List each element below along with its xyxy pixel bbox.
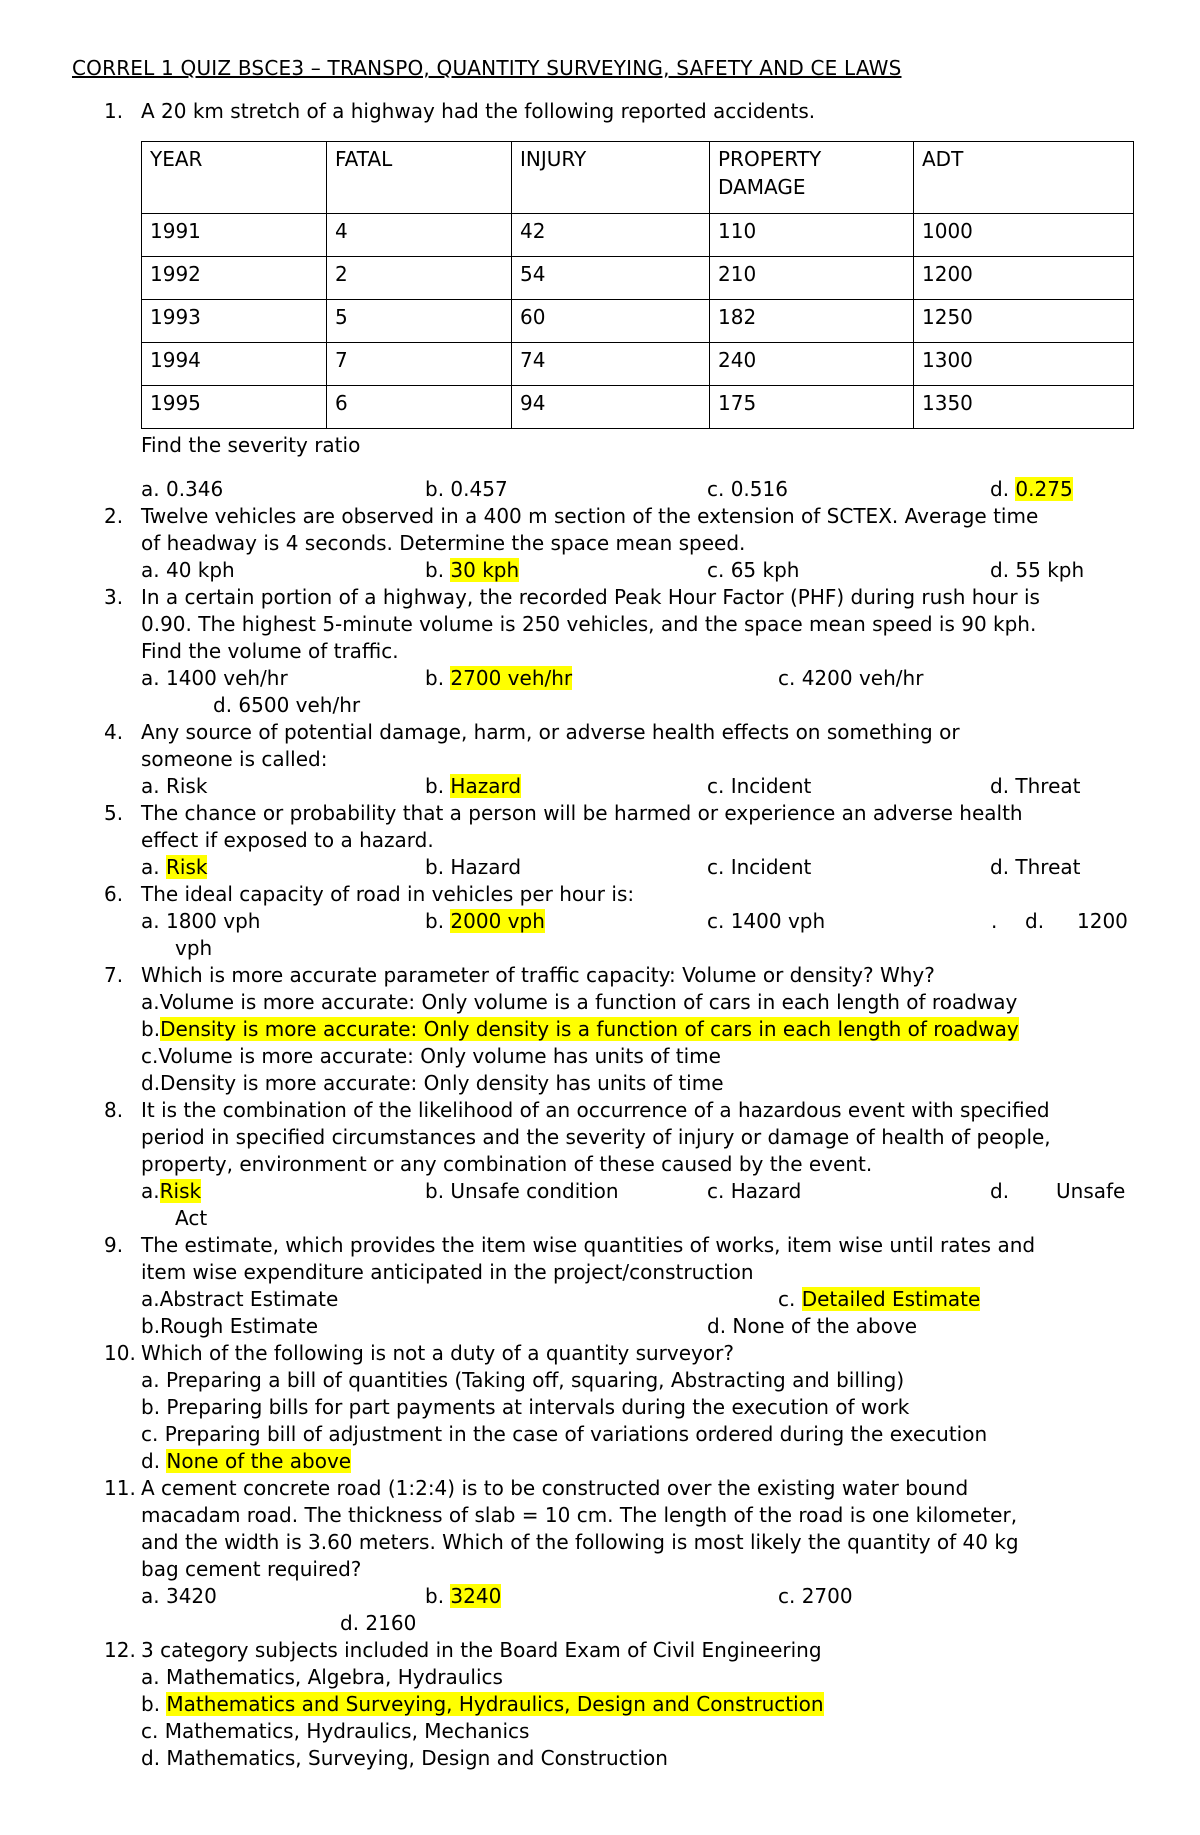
q9-option-a: a.Abstract Estimate: [141, 1287, 339, 1311]
q8-option-a: a.Risk: [141, 1179, 202, 1203]
table-cell: 1250: [914, 300, 1134, 343]
question-8-line: property, environment or any combination of these caused by the event.: [141, 1152, 873, 1176]
q4-answer-highlight: Hazard: [450, 774, 522, 798]
table-cell: 182: [710, 300, 914, 343]
q10-option-a: a. Preparing a bill of quantities (Taking off, squaring, Abstracting and billing): [141, 1368, 905, 1392]
question-11-number: 11.: [104, 1476, 136, 1500]
table-cell: 1994: [142, 343, 327, 386]
question-8-number: 8.: [104, 1098, 124, 1122]
table-cell: 1991: [142, 214, 327, 257]
q1-option-c: c. 0.516: [707, 477, 788, 501]
q3-option-a: a. 1400 veh/hr: [141, 666, 288, 690]
question-7-line: Which is more accurate parameter of traffic capacity: Volume or density? Why?: [141, 963, 935, 987]
q4-option-d: d. Threat: [990, 774, 1081, 798]
q3-answer-highlight: 2700 veh/hr: [450, 666, 573, 690]
question-4-line: Any source of potential damage, harm, or adverse health effects on something or: [141, 720, 960, 744]
q12-option-c: c. Mathematics, Hydraulics, Mechanics: [141, 1719, 530, 1743]
question-11-line: and the width is 3.60 meters. Which of the following is most likely the quantity of 40 kg: [141, 1530, 1019, 1554]
question-3-line: In a certain portion of a highway, the recorded Peak Hour Factor (PHF) during rush hour is: [141, 585, 1040, 609]
question-6-number: 6.: [104, 882, 124, 906]
q1-option-a: a. 0.346: [141, 477, 224, 501]
q10-option-b: b. Preparing bills for part payments at intervals during the execution of work: [141, 1395, 910, 1419]
q4-option-a: a. Risk: [141, 774, 208, 798]
q11-option-a: a. 3420: [141, 1584, 217, 1608]
question-11-line: bag cement required?: [141, 1557, 362, 1581]
question-12-line: 3 category subjects included in the Board Exam of Civil Engineering: [141, 1638, 822, 1662]
question-3-line: Find the volume of traffic.: [141, 639, 399, 663]
question-8-line: It is the combination of the likelihood of an occurrence of a hazardous event with specified: [141, 1098, 1050, 1122]
q4-option-c: c. Incident: [707, 774, 812, 798]
q9-answer-highlight: Detailed Estimate: [801, 1287, 981, 1311]
table-row: [142, 214, 1134, 257]
q6-option-b: b. 2000 vph: [425, 909, 545, 933]
table-row: [142, 386, 1134, 429]
q8-option-d-value: Unsafe: [1056, 1179, 1126, 1203]
q1-option-d: d. 0.275: [990, 477, 1073, 501]
question-9-line: The estimate, which provides the item wise quantities of works, item wise until rates and: [141, 1233, 1036, 1257]
question-6-line: The ideal capacity of road in vehicles per hour is:: [141, 882, 635, 906]
table-header-fatal: FATAL: [327, 142, 512, 214]
q11-option-d: d. 2160: [340, 1611, 417, 1635]
q11-option-b: b. 3240: [425, 1584, 502, 1608]
q9-option-d: d. None of the above: [707, 1314, 918, 1338]
q8-answer-highlight: Risk: [159, 1179, 202, 1203]
question-1-prompt: Find the severity ratio: [141, 433, 361, 457]
question-9-line: item wise expenditure anticipated in the project/construction: [141, 1260, 754, 1284]
q6-option-d-dot: .: [991, 909, 998, 933]
q5-option-a: a. Risk: [141, 855, 208, 879]
q10-option-c: c. Preparing bill of adjustment in the case of variations ordered during the execution: [141, 1422, 988, 1446]
table-cell: 1000: [914, 214, 1134, 257]
table-cell: 54: [512, 257, 710, 300]
q3-option-b: b. 2700 veh/hr: [425, 666, 573, 690]
question-4-line: someone is called:: [141, 747, 328, 771]
question-4-number: 4.: [104, 720, 124, 744]
document-title: CORREL 1 QUIZ BSCE3 – TRANSPO, QUANTITY SURVEYING, SAFETY AND CE LAWS: [72, 56, 902, 80]
q7-option-d: d.Density is more accurate: Only density has units of time: [141, 1071, 724, 1095]
q8-option-d-label: d.: [990, 1179, 1010, 1203]
q2-option-b: b. 30 kph: [425, 558, 520, 582]
question-12-number: 12.: [104, 1638, 136, 1662]
q8-option-c: c. Hazard: [707, 1179, 802, 1203]
q9-option-b: b.Rough Estimate: [141, 1314, 319, 1338]
table-header-property-damage: PROPERTY DAMAGE: [710, 142, 914, 214]
question-2-line: of headway is 4 seconds. Determine the space mean speed.: [141, 531, 746, 555]
question-5-number: 5.: [104, 801, 124, 825]
table-cell: 5: [327, 300, 512, 343]
q5-option-b: b. Hazard: [425, 855, 522, 879]
question-5-line: The chance or probability that a person will be harmed or experience an adverse health: [141, 801, 1023, 825]
q7-option-b: b.Density is more accurate: Only density is a function of cars in each length of roadway: [141, 1017, 1019, 1041]
q4-option-b: b. Hazard: [425, 774, 522, 798]
question-2-number: 2.: [104, 504, 124, 528]
q7-answer-highlight: Density is more accurate: Only density is a function of cars in each length of roadway: [160, 1017, 1019, 1041]
q3-option-d: d. 6500 veh/hr: [213, 693, 361, 717]
q2-option-c: c. 65 kph: [707, 558, 800, 582]
question-11-line: A cement concrete road (1:2:4) is to be constructed over the existing water bound: [141, 1476, 969, 1500]
q12-option-d: d. Mathematics, Surveying, Design and Construction: [141, 1746, 668, 1770]
table-cell: 1993: [142, 300, 327, 343]
q5-answer-highlight: Risk: [165, 855, 208, 879]
table-cell: 175: [710, 386, 914, 429]
q7-option-c: c.Volume is more accurate: Only volume has units of time: [141, 1044, 721, 1068]
table-row: [142, 257, 1134, 300]
q8-option-b: b. Unsafe condition: [425, 1179, 619, 1203]
question-9-number: 9.: [104, 1233, 124, 1257]
question-5-line: effect if exposed to a hazard.: [141, 828, 434, 852]
q2-option-d: d. 55 kph: [990, 558, 1085, 582]
question-2-line: Twelve vehicles are observed in a 400 m section of the extension of SCTEX. Average time: [141, 504, 1039, 528]
q10-option-d: d. None of the above: [141, 1449, 352, 1473]
table-header-row: [142, 142, 1134, 214]
table-cell: 1350: [914, 386, 1134, 429]
q2-option-a: a. 40 kph: [141, 558, 235, 582]
table-row: [142, 343, 1134, 386]
table-cell: 7: [327, 343, 512, 386]
table-cell: 1200: [914, 257, 1134, 300]
q12-option-a: a. Mathematics, Algebra, Hydraulics: [141, 1665, 503, 1689]
table-cell: 4: [327, 214, 512, 257]
q10-answer-highlight: None of the above: [166, 1449, 352, 1473]
q1-answer-highlight: 0.275: [1015, 477, 1073, 501]
q12-answer-highlight: Mathematics and Surveying, Hydraulics, Design and Construction: [166, 1692, 824, 1716]
q6-option-c: c. 1400 vph: [707, 909, 826, 933]
question-1-number: 1.: [104, 99, 124, 123]
question-3-number: 3.: [104, 585, 124, 609]
table-cell: 110: [710, 214, 914, 257]
question-1-text: A 20 km stretch of a highway had the following reported accidents.: [141, 99, 816, 123]
q6-option-d-value: 1200: [1077, 909, 1128, 933]
q7-option-a: a.Volume is more accurate: Only volume is a function of cars in each length of roadway: [141, 990, 1018, 1014]
table-cell: 210: [710, 257, 914, 300]
q5-option-c: c. Incident: [707, 855, 812, 879]
table-cell: 1300: [914, 343, 1134, 386]
q6-option-a: a. 1800 vph: [141, 909, 261, 933]
table-cell: 1992: [142, 257, 327, 300]
table-cell: 2: [327, 257, 512, 300]
table-header-adt: ADT: [914, 142, 1134, 214]
question-10-line: Which of the following is not a duty of a quantity surveyor?: [141, 1341, 734, 1365]
q5-option-d: d. Threat: [990, 855, 1081, 879]
question-11-line: macadam road. The thickness of slab = 10 cm. The length of the road is one kilometer,: [141, 1503, 1018, 1527]
q2-answer-highlight: 30 kph: [450, 558, 520, 582]
q8-option-d-continued: Act: [175, 1206, 208, 1230]
question-10-number: 10.: [104, 1341, 136, 1365]
table-cell: 1995: [142, 386, 327, 429]
table-cell: 94: [512, 386, 710, 429]
table-cell: 42: [512, 214, 710, 257]
table-cell: 6: [327, 386, 512, 429]
question-7-number: 7.: [104, 963, 124, 987]
q6-option-d-continued: vph: [175, 936, 213, 960]
q6-answer-highlight: 2000 vph: [450, 909, 545, 933]
q9-option-c: c. Detailed Estimate: [778, 1287, 981, 1311]
table-row: [142, 300, 1134, 343]
q1-option-b: b. 0.457: [425, 477, 508, 501]
accidents-table: [141, 141, 1134, 429]
q11-option-c: c. 2700: [778, 1584, 853, 1608]
table-cell: 240: [710, 343, 914, 386]
table-header-injury: INJURY: [512, 142, 710, 214]
table-header-year: YEAR: [142, 142, 327, 214]
table-cell: 74: [512, 343, 710, 386]
question-3-line: 0.90. The highest 5-minute volume is 250 vehicles, and the space mean speed is 90 kph.: [141, 612, 1037, 636]
q3-option-c: c. 4200 veh/hr: [778, 666, 924, 690]
question-8-line: period in specified circumstances and the severity of injury or damage of health of people,: [141, 1125, 1051, 1149]
q6-option-d-label: d.: [1025, 909, 1045, 933]
table-cell: 60: [512, 300, 710, 343]
q12-option-b: b. Mathematics and Surveying, Hydraulics, Design and Construction: [141, 1692, 824, 1716]
q11-answer-highlight: 3240: [450, 1584, 502, 1608]
